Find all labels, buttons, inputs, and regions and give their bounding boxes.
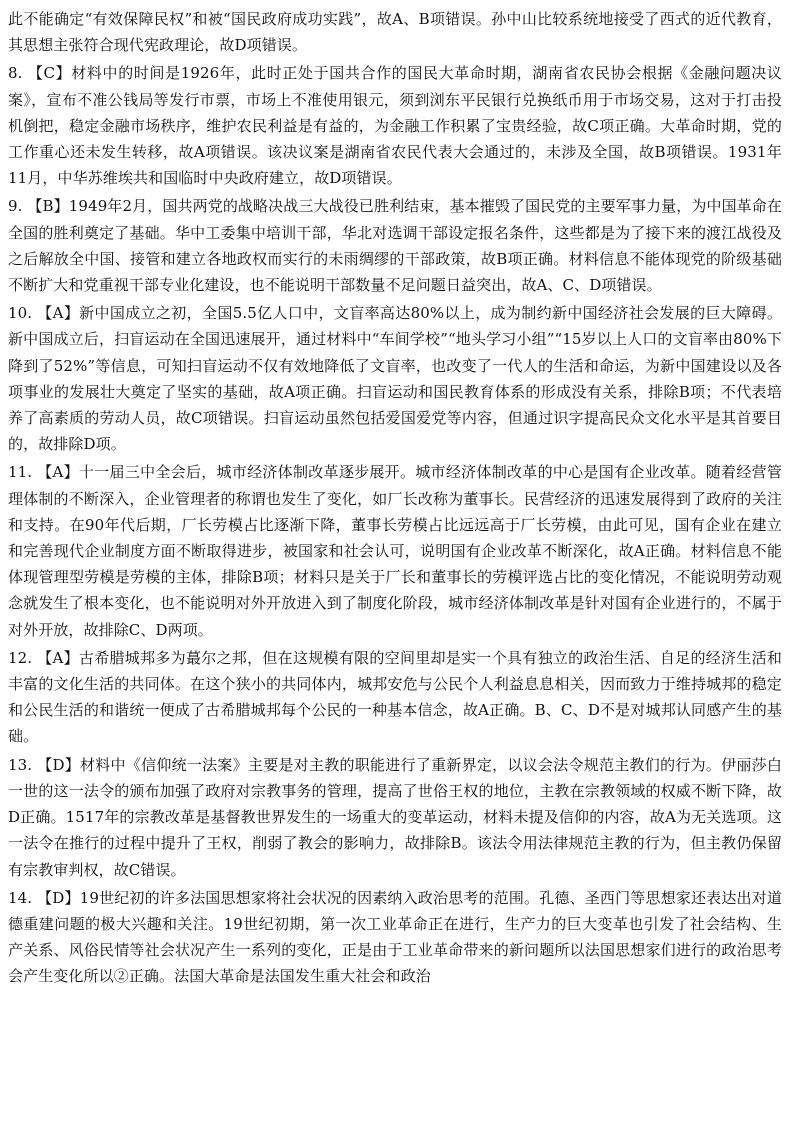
answer-choice: 【A】: [37, 304, 80, 323]
paragraph-question-12: [8, 645, 782, 750]
paragraph-text: 十一届三中全会后，城市经济体制改革逐步展开。城市经济体制改革的中心是国有企业改革。随着经营管理体制的不断深入，企业管理者的称谓也发生了变化，如厂长改称为董事长。民营经济的迅速发展得到了政府的关注和支持。在90年代后期，厂长劳模占比逐渐下降，董事长劳模占比远远高于厂长劳模，由此可见，国有企业在建立和完善现代企业制度方面不断取得进步，被国家和社会认可，说明国有企业改革不断深化，故A正确。材料信息不能体现管理型劳模是劳模的主体，排除B项；材料只是关于厂长和董事长的劳模评选占比的变化情况，不能说明劳动观念就发生了根本变化，也不能说明对外开放进入到了制度化阶段，城市经济体制改革是针对国有企业进行的，不属于对外开放，故排除C、D两项。: [8, 463, 782, 639]
paragraph-text: 古希腊城邦多为蕞尔之邦，但在这规模有限的空间里却是实一个具有独立的政治生活、自足的经济生活和丰富的文化生活的共同体。在这个狭小的共同体内，城邦安危与公民个人利益息息相关，因而致力于维持城邦的稳定和公民生活的和谐统一便成了古希腊城邦每个公民的一种基本信念，故A正确。B、C、D不是对城邦认同感产生的基础。: [8, 648, 782, 746]
question-number: 11.: [8, 463, 33, 482]
paragraph-text: 19世纪初的许多法国思想家将社会状况的因素纳入政治思考的范围。孔德、圣西门等思想家还表达出对道德重建问题的极大兴趣和关注。19世纪初期，第一次工业革命正在进行，生产力的巨大变革也引发了社会结构、生产关系、风俗民情等社会状况产生一系列的变化，正是由于工业革命带来的新问题所以法国思想家们进行的政治思考会产生变化所以②正确。法国大革命是法国发生重大社会和政治: [8, 888, 782, 986]
answer-choice: 【A】: [37, 648, 79, 667]
question-number: 13.: [8, 755, 33, 774]
paragraph-text: 此不能确定“有效保障民权”和被“国民政府成功实践”，故A、B项错误。孙中山比较系统地接受了西式的近代教育，其思想主张符合现代宪政理论，故D项错误。: [8, 10, 782, 55]
question-number: 14.: [8, 888, 33, 907]
answer-choice: 【B】: [27, 197, 69, 216]
answer-explanation-page: [8, 6, 782, 1116]
paragraph-text: 1949年2月，国共两党的战略决战三大战役已胜利结束，基本摧毁了国民党的主要军事力量，为中国革命在全国的胜利奠定了基础。华中工委集中培训干部，华北对选调干部设定报名条件，这些都是为了接下来的渡江战役及之后解放全中国、接管和建立各地政权而实行的未雨绸缪的干部政策，故B项正确。材料信息不能体现党的阶级基础不断扩大和党重视干部专业化建设，也不能说明干部数量不足问题日益突出，故A、C、D项错误。: [8, 197, 782, 295]
question-number: 12.: [8, 648, 33, 667]
paragraph-question-8: [8, 60, 782, 191]
question-number: 10.: [8, 304, 33, 323]
answer-choice: 【D】: [37, 755, 81, 774]
answer-choice: 【D】: [37, 888, 80, 907]
answer-choice: 【A】: [37, 463, 79, 482]
paragraph-text: 新中国成立之初，全国5.5亿人口中，文盲率高达80%以上，成为制约新中国经济社会发展的巨大障碍。新中国成立后，扫盲运动在全国迅速展开，通过材料中“车间学校”“地头学习小组”“15岁以上人口的文盲率由80%下降到了52%”等信息，可知扫盲运动不仅有效地降低了文盲率，也改变了一代人的生活和命运，为新中国建设以及各项事业的发展壮大奠定了坚实的基础，故A项正确。扫盲运动和国民教育体系的形成没有关系，排除B项；不代表培养了高素质的劳动人员，故C项错误。扫盲运动虽然包括爱国爱党等内容，但通过识字提高民众文化水平是其首要目的，故排除D项。: [8, 304, 782, 454]
answer-choice: 【C】: [27, 64, 72, 83]
paragraph-continued: [8, 6, 782, 58]
paragraph-question-10: [8, 300, 782, 457]
paragraph-question-14: [8, 885, 782, 990]
paragraph-text: 材料中《信仰统一法案》主要是对主教的职能进行了重新界定，以议会法令规范主教们的行为。伊丽莎白一世的这一法令的颁布加强了政府对宗教事务的管理，提高了世俗王权的地位，主教在宗教领域的权威不断下降，故D正确。1517年的宗教改革是基督教世界发生的一场重大的变革运动，材料未提及信仰的内容，故A为无关选项。这一法令在推行的过程中提升了王权，削弱了教会的影响力，故排除B。该法令用法律规范主教的行为，但主教仍保留有宗教审判权，故C错误。: [8, 755, 782, 879]
paragraph-text: 材料中的时间是1926年，此时正处于国共合作的国民大革命时期，湖南省农民协会根据《金融问题决议案》，宣布不准公钱局等发行市票，市场上不准使用银元，须到浏东平民银行兑换纸币用于市场交易，这对于打击投机倒把，稳定金融市场秩序，维护农民利益是有益的，为金融工作积累了宝贵经验，故C项正确。大革命时期，党的工作重心还未发生转移，故A项错误。该决议案是湖南省农民代表大会通过的，未涉及全国，故B项错误。1931年11月，中华苏维埃共和国临时中央政府建立，故D项错误。: [8, 64, 782, 188]
paragraph-question-13: [8, 752, 782, 883]
paragraph-question-9: [8, 193, 782, 298]
paragraph-question-11: [8, 459, 782, 642]
question-number: 8.: [8, 64, 23, 83]
question-number: 9.: [8, 197, 23, 216]
